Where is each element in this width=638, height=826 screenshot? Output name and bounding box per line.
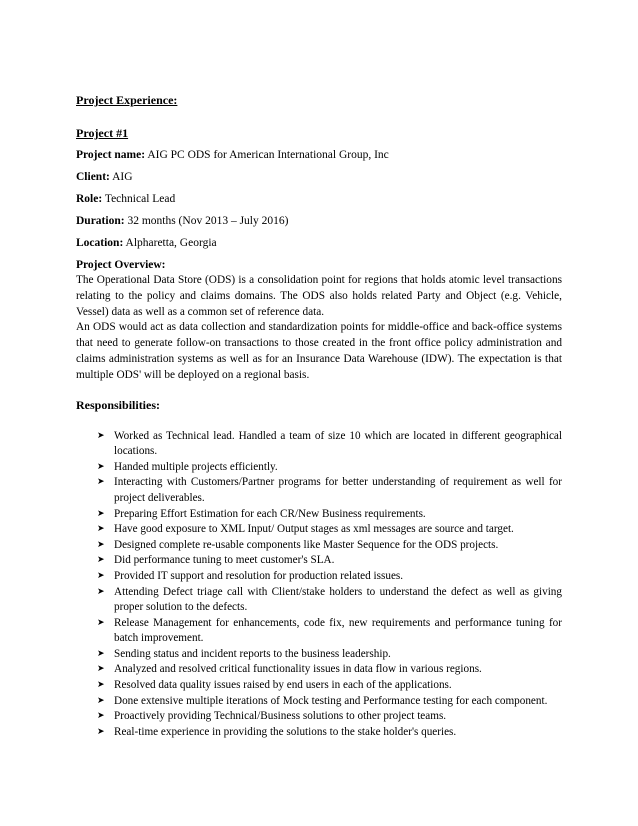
- arrow-right-bullet-icon: ➤: [97, 680, 105, 691]
- responsibilities-list: [76, 429, 562, 741]
- field-value: AIG PC ODS for American International Group, Inc: [145, 149, 389, 161]
- field-label: Location:: [76, 237, 124, 249]
- list-item: ➤ Real-time experience in providing the solutions to the stake holder's queries.: [97, 725, 562, 741]
- arrow-right-bullet-icon: ➤: [97, 695, 105, 706]
- list-item: ➤ Worked as Technical lead. Handled a team of size 10 which are located in different geographical locations.: [97, 429, 562, 458]
- section-title: Project Experience:: [76, 93, 178, 107]
- arrow-right-bullet-icon: ➤: [97, 555, 105, 566]
- arrow-right-bullet-icon: ➤: [97, 711, 105, 722]
- field-label: Project name:: [76, 149, 146, 161]
- arrow-right-bullet-icon: ➤: [97, 648, 105, 659]
- list-item: ➤ Analyzed and resolved critical functionality issues in data flow in various regions.: [97, 662, 562, 678]
- field-duration: [76, 214, 562, 229]
- field-value: Technical Lead: [102, 193, 176, 205]
- list-item: ➤ Sending status and incident reports to the business leadership.: [97, 647, 562, 663]
- overview-paragraph: An ODS would act as data collection and standardization points for middle-office and back-office systems that need to generate follow-on transactions to those created in the front office policy administration and claims administration systems as well as for an Insurance Data Warehouse (IDW). The expectation is that multiple ODS' will be deployed on a regional basis.: [76, 321, 562, 381]
- overview-paragraph: The Operational Data Store (ODS) is a consolidation point for regions that holds atomic level transactions relating to the policy and claims domains. The ODS also holds related Party and Object (e.g. Vehicle, Vessel) data as well as a common set of reference data.: [76, 274, 562, 318]
- list-item: ➤ Interacting with Customers/Partner programs for better understanding of requirement as well for project deliverables.: [97, 476, 562, 504]
- overview-label: Project Overview:: [76, 259, 166, 271]
- field-location: [76, 236, 562, 251]
- arrow-right-bullet-icon: ➤: [97, 461, 105, 472]
- field-label: Duration:: [76, 215, 125, 227]
- arrow-right-bullet-icon: ➤: [97, 539, 105, 550]
- list-item: ➤ Proactively providing Technical/Business solutions to other project teams.: [97, 709, 562, 725]
- resume-page: [76, 93, 562, 740]
- list-item: ➤ Have good exposure to XML Input/ Output stages as xml messages are source and target.: [97, 522, 562, 538]
- list-item: ➤ Resolved data quality issues raised by end users in each of the applications.: [97, 678, 562, 694]
- field-label: Role:: [76, 193, 103, 205]
- field-value: AIG: [109, 171, 133, 183]
- field-label: Client:: [76, 171, 110, 183]
- list-item: ➤ Attending Defect triage call with Client/stake holders to understand the defect as well as giving proper solution to the defects.: [97, 585, 562, 614]
- arrow-right-bullet-icon: ➤: [97, 586, 105, 597]
- list-item: ➤ Did performance tuning to meet customer's SLA.: [97, 553, 562, 569]
- project-number: Project #1: [76, 126, 129, 140]
- field-role: [76, 192, 562, 207]
- field-value: 32 months (Nov 2013 – July 2016): [124, 215, 289, 227]
- field-value: Alpharetta, Georgia: [123, 237, 217, 249]
- list-item: ➤ Release Management for enhancements, code fix, new requirements and performance tuning for batch improvement.: [97, 616, 562, 645]
- arrow-right-bullet-icon: ➤: [97, 617, 105, 628]
- field-project-name: [76, 148, 562, 163]
- arrow-right-bullet-icon: ➤: [97, 726, 105, 737]
- arrow-right-bullet-icon: ➤: [97, 664, 105, 675]
- arrow-right-bullet-icon: ➤: [97, 570, 105, 581]
- list-item: ➤ Designed complete re-usable components like Master Sequence for the ODS projects.: [97, 538, 562, 554]
- list-item: ➤ Done extensive multiple iterations of Mock testing and Performance testing for each component.: [97, 694, 562, 710]
- field-client: [76, 170, 562, 185]
- list-item: ➤ Handed multiple projects efficiently.: [97, 460, 562, 476]
- arrow-right-bullet-icon: ➤: [97, 430, 105, 441]
- arrow-right-bullet-icon: ➤: [97, 524, 105, 535]
- list-item: ➤ Preparing Effort Estimation for each CR/New Business requirements.: [97, 507, 562, 523]
- arrow-right-bullet-icon: ➤: [97, 477, 105, 488]
- list-item: ➤ Provided IT support and resolution for production related issues.: [97, 569, 562, 585]
- arrow-right-bullet-icon: ➤: [97, 508, 105, 519]
- responsibilities-label: Responsibilities:: [76, 397, 161, 412]
